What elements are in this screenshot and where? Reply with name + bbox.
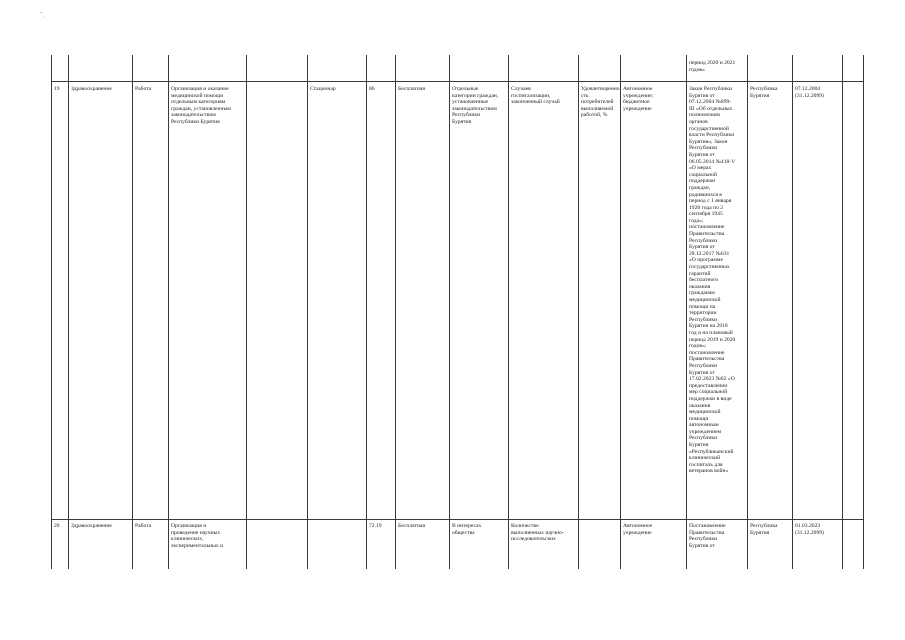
consumers-cell: Отдельные категории граждан, установленные законодательством Республики Бурятия <box>452 86 499 125</box>
code-cell: 86 <box>369 86 375 92</box>
sphere-cell: Здравоохранение <box>71 86 112 92</box>
consumers-cell: В интересах общества <box>452 523 482 536</box>
column-divider <box>792 55 793 569</box>
column-divider <box>366 55 367 569</box>
legal-basis-cell: Закон Республики Бурятия от 07.12.2004 №899- III «Об отдельных полномочиях органов государственной власти Республики Бурятия»; Закон Республики Бурятия от 06.05.2014 №418-V «О мерах социальной поддержки граждан, родившихся в период с 1 января 1928 года по 2 сентября 1945 года»; постановление Правительства Республики Бурятия от 28.12.2017 №631 «О программе государственных гарантий бесплатного оказания гражданам медицинской помощи на территории Республики Бурятия на 2018 год и на плановый период 2019 и 2020 годов»; постановление Правительства Республики Бурятия от 17.02.2023 №82 «О предоставлении мер социальной поддержки в виде оказания медицинской помощи автономным учреждением Республики Бурятия «Республиканский клинический госпиталь для ветеранов войн» <box>689 86 736 475</box>
kind-cell: Работа <box>135 86 152 92</box>
column-divider <box>578 55 579 569</box>
scan-mark: ˉ ˌ <box>40 12 46 18</box>
dates-cell: 07.12.2004 (31.12.2099) <box>795 86 824 99</box>
column-divider <box>747 55 748 569</box>
column-divider <box>168 55 169 569</box>
level-cell: Республика Бурятия <box>750 86 778 99</box>
volume-cell: Количество выполненных научно- исследовательских <box>511 523 564 543</box>
column-divider <box>132 55 133 569</box>
column-divider <box>68 55 69 569</box>
table-border-right <box>863 55 864 569</box>
name-cell: Организация и оказание медицинской помощи отдельным категориям граждан, установленным законодательством Республики Бурятия <box>171 86 231 125</box>
row-divider <box>51 81 863 82</box>
institution-type-cell: Автономное учреждение; бюджетное учреждение <box>623 86 654 112</box>
level-cell: Республика Бурятия <box>750 523 778 536</box>
column-divider <box>620 55 621 569</box>
kind-cell: Работа <box>135 523 152 529</box>
dates-cell: 01.03.2023 (31.12.2099) <box>795 523 824 536</box>
column-divider <box>508 55 509 569</box>
volume-cell: Случаев госпитализации, законченный случай <box>511 86 560 106</box>
column-divider <box>246 55 247 569</box>
continuation-text: период 2020 и 2021 годов» <box>689 60 736 73</box>
payment-cell: Бесплатная <box>398 523 425 529</box>
sphere-cell: Здравоохранение <box>71 523 112 529</box>
column-divider <box>449 55 450 569</box>
condition-cell: Стационар <box>310 86 336 92</box>
quality-cell: Удовлетворенно сть потребителей выполняемой работой, % <box>581 86 620 119</box>
table-border-left <box>51 55 52 569</box>
column-divider <box>395 55 396 569</box>
legal-basis-cell: Постановление Правительства Республики Бурятия от <box>689 523 726 549</box>
row-number: 20 <box>54 523 60 529</box>
institution-type-cell: Автономное учреждение <box>623 523 653 536</box>
name-cell: Организация и проведение научных клинических, экспериментальных и <box>171 523 224 549</box>
column-divider <box>686 55 687 569</box>
row-number: 19 <box>54 86 60 92</box>
payment-cell: Бесплатная <box>398 86 425 92</box>
code-cell: 72.19 <box>369 523 382 529</box>
row-divider <box>51 519 863 520</box>
column-divider <box>307 55 308 569</box>
column-divider <box>842 55 843 569</box>
